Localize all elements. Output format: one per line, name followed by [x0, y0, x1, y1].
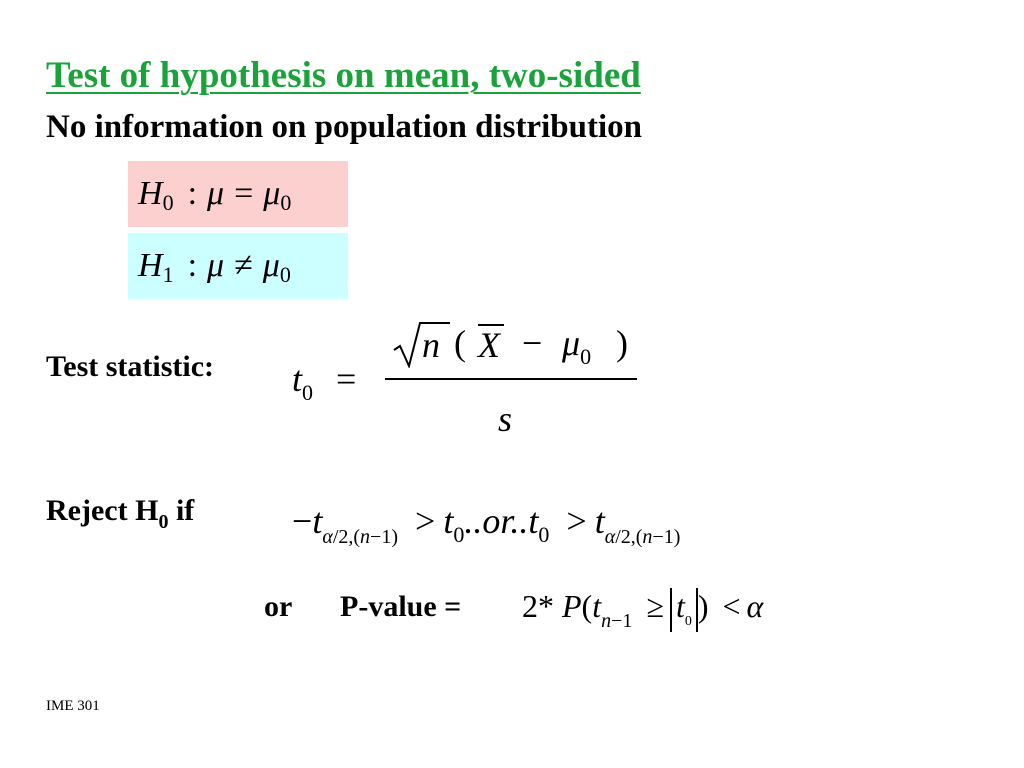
null-rhs-mu: μ	[263, 175, 281, 212]
alt-h-index: 1	[162, 262, 174, 287]
null-h-symbol: H	[138, 175, 163, 212]
numerator-mu-index: 0	[580, 344, 592, 369]
reject-label-index: 0	[158, 511, 169, 533]
pvalue-formula	[522, 588, 763, 632]
reject-t-crit-2: t	[594, 501, 605, 541]
reject-gt-2: >	[566, 501, 587, 541]
reject-label-prefix: Reject H	[46, 494, 159, 527]
t0-symbol: t	[292, 359, 303, 399]
footer-course-code: IME 301	[46, 698, 100, 714]
reject-or-text: ..or..	[464, 501, 529, 541]
pvalue-abs-t: t	[675, 588, 685, 624]
pvalue-lt: <	[722, 588, 741, 624]
alt-rhs-mu: μ	[262, 247, 280, 284]
pvalue-P: P	[562, 588, 582, 624]
alt-rhs-index: 0	[279, 262, 291, 287]
pvalue-abs	[670, 588, 698, 632]
alpha-1: α	[322, 526, 333, 548]
numerator-minus: −	[522, 323, 543, 363]
reject-minus: −	[292, 501, 313, 541]
pvalue-open: (	[581, 588, 593, 624]
reject-condition	[292, 500, 681, 548]
test-statistic-label: Test statistic:	[46, 350, 215, 383]
n-2: n	[642, 526, 653, 548]
pvalue-star: *	[538, 588, 554, 624]
reject-gt-1: >	[415, 501, 436, 541]
pvalue-geq: ≥	[646, 588, 664, 624]
test-statistic-lhs	[292, 358, 357, 405]
denominator-s: s	[498, 399, 513, 439]
pvalue-label: P-value =	[340, 590, 462, 623]
numerator-open-paren: (	[454, 323, 466, 363]
null-h-index: 0	[162, 190, 174, 215]
null-rhs-index: 0	[280, 190, 292, 215]
numerator-mu	[562, 322, 592, 369]
reject-subscript-2	[605, 526, 681, 548]
alternative-hypothesis-box	[128, 233, 348, 299]
null-colon: :	[187, 175, 198, 212]
pvalue-abs-index: 0	[684, 614, 692, 629]
pvalue-two: 2	[522, 588, 538, 624]
null-hypothesis-box	[128, 161, 348, 227]
reject-label	[46, 494, 195, 533]
alt-colon: :	[187, 247, 198, 284]
n-1: n	[360, 526, 371, 548]
numerator-n: n	[422, 325, 440, 365]
slash-two-1: /2,(	[332, 526, 361, 548]
numerator-close-paren: )	[616, 323, 628, 363]
pvalue-or-label: or	[264, 590, 293, 623]
reject-subscript-1	[322, 526, 398, 548]
minus-one-1: −1)	[370, 526, 398, 548]
alt-h-symbol: H	[138, 247, 163, 284]
t0-index: 0	[302, 380, 314, 405]
reject-t0-2: t	[528, 501, 539, 541]
null-lhs-mu: μ	[207, 175, 225, 212]
null-relation: =	[234, 175, 254, 212]
pvalue-alpha: α	[746, 588, 764, 624]
pvalue-close: )	[697, 588, 709, 624]
pvalue-subscript	[601, 610, 632, 632]
numerator-mu-symbol: μ	[562, 323, 581, 363]
minus-one-2: −1)	[652, 526, 681, 548]
pvalue-n: n	[601, 610, 612, 632]
reject-label-suffix: if	[168, 494, 195, 527]
fraction-bar	[385, 378, 637, 380]
alpha-2: α	[604, 526, 616, 548]
pvalue-minus-one: −1	[611, 610, 633, 632]
slide-title: Test of hypothesis on mean, two-sided	[46, 55, 641, 96]
alt-lhs-mu: μ	[207, 247, 225, 284]
alt-relation: ≠	[234, 247, 253, 284]
pvalue-t: t	[592, 588, 602, 624]
slide-subtitle: No information on population distribution	[46, 109, 642, 145]
reject-t0-index-2: 0	[538, 522, 550, 547]
xbar-x: X	[478, 325, 500, 365]
fraction-denominator	[498, 398, 512, 440]
slash-two-2: /2,(	[615, 526, 643, 548]
equals-sign: =	[336, 359, 357, 399]
reject-t-crit-1: t	[312, 501, 323, 541]
reject-t0-1: t	[443, 501, 454, 541]
reject-t0-index-1: 0	[453, 522, 465, 547]
